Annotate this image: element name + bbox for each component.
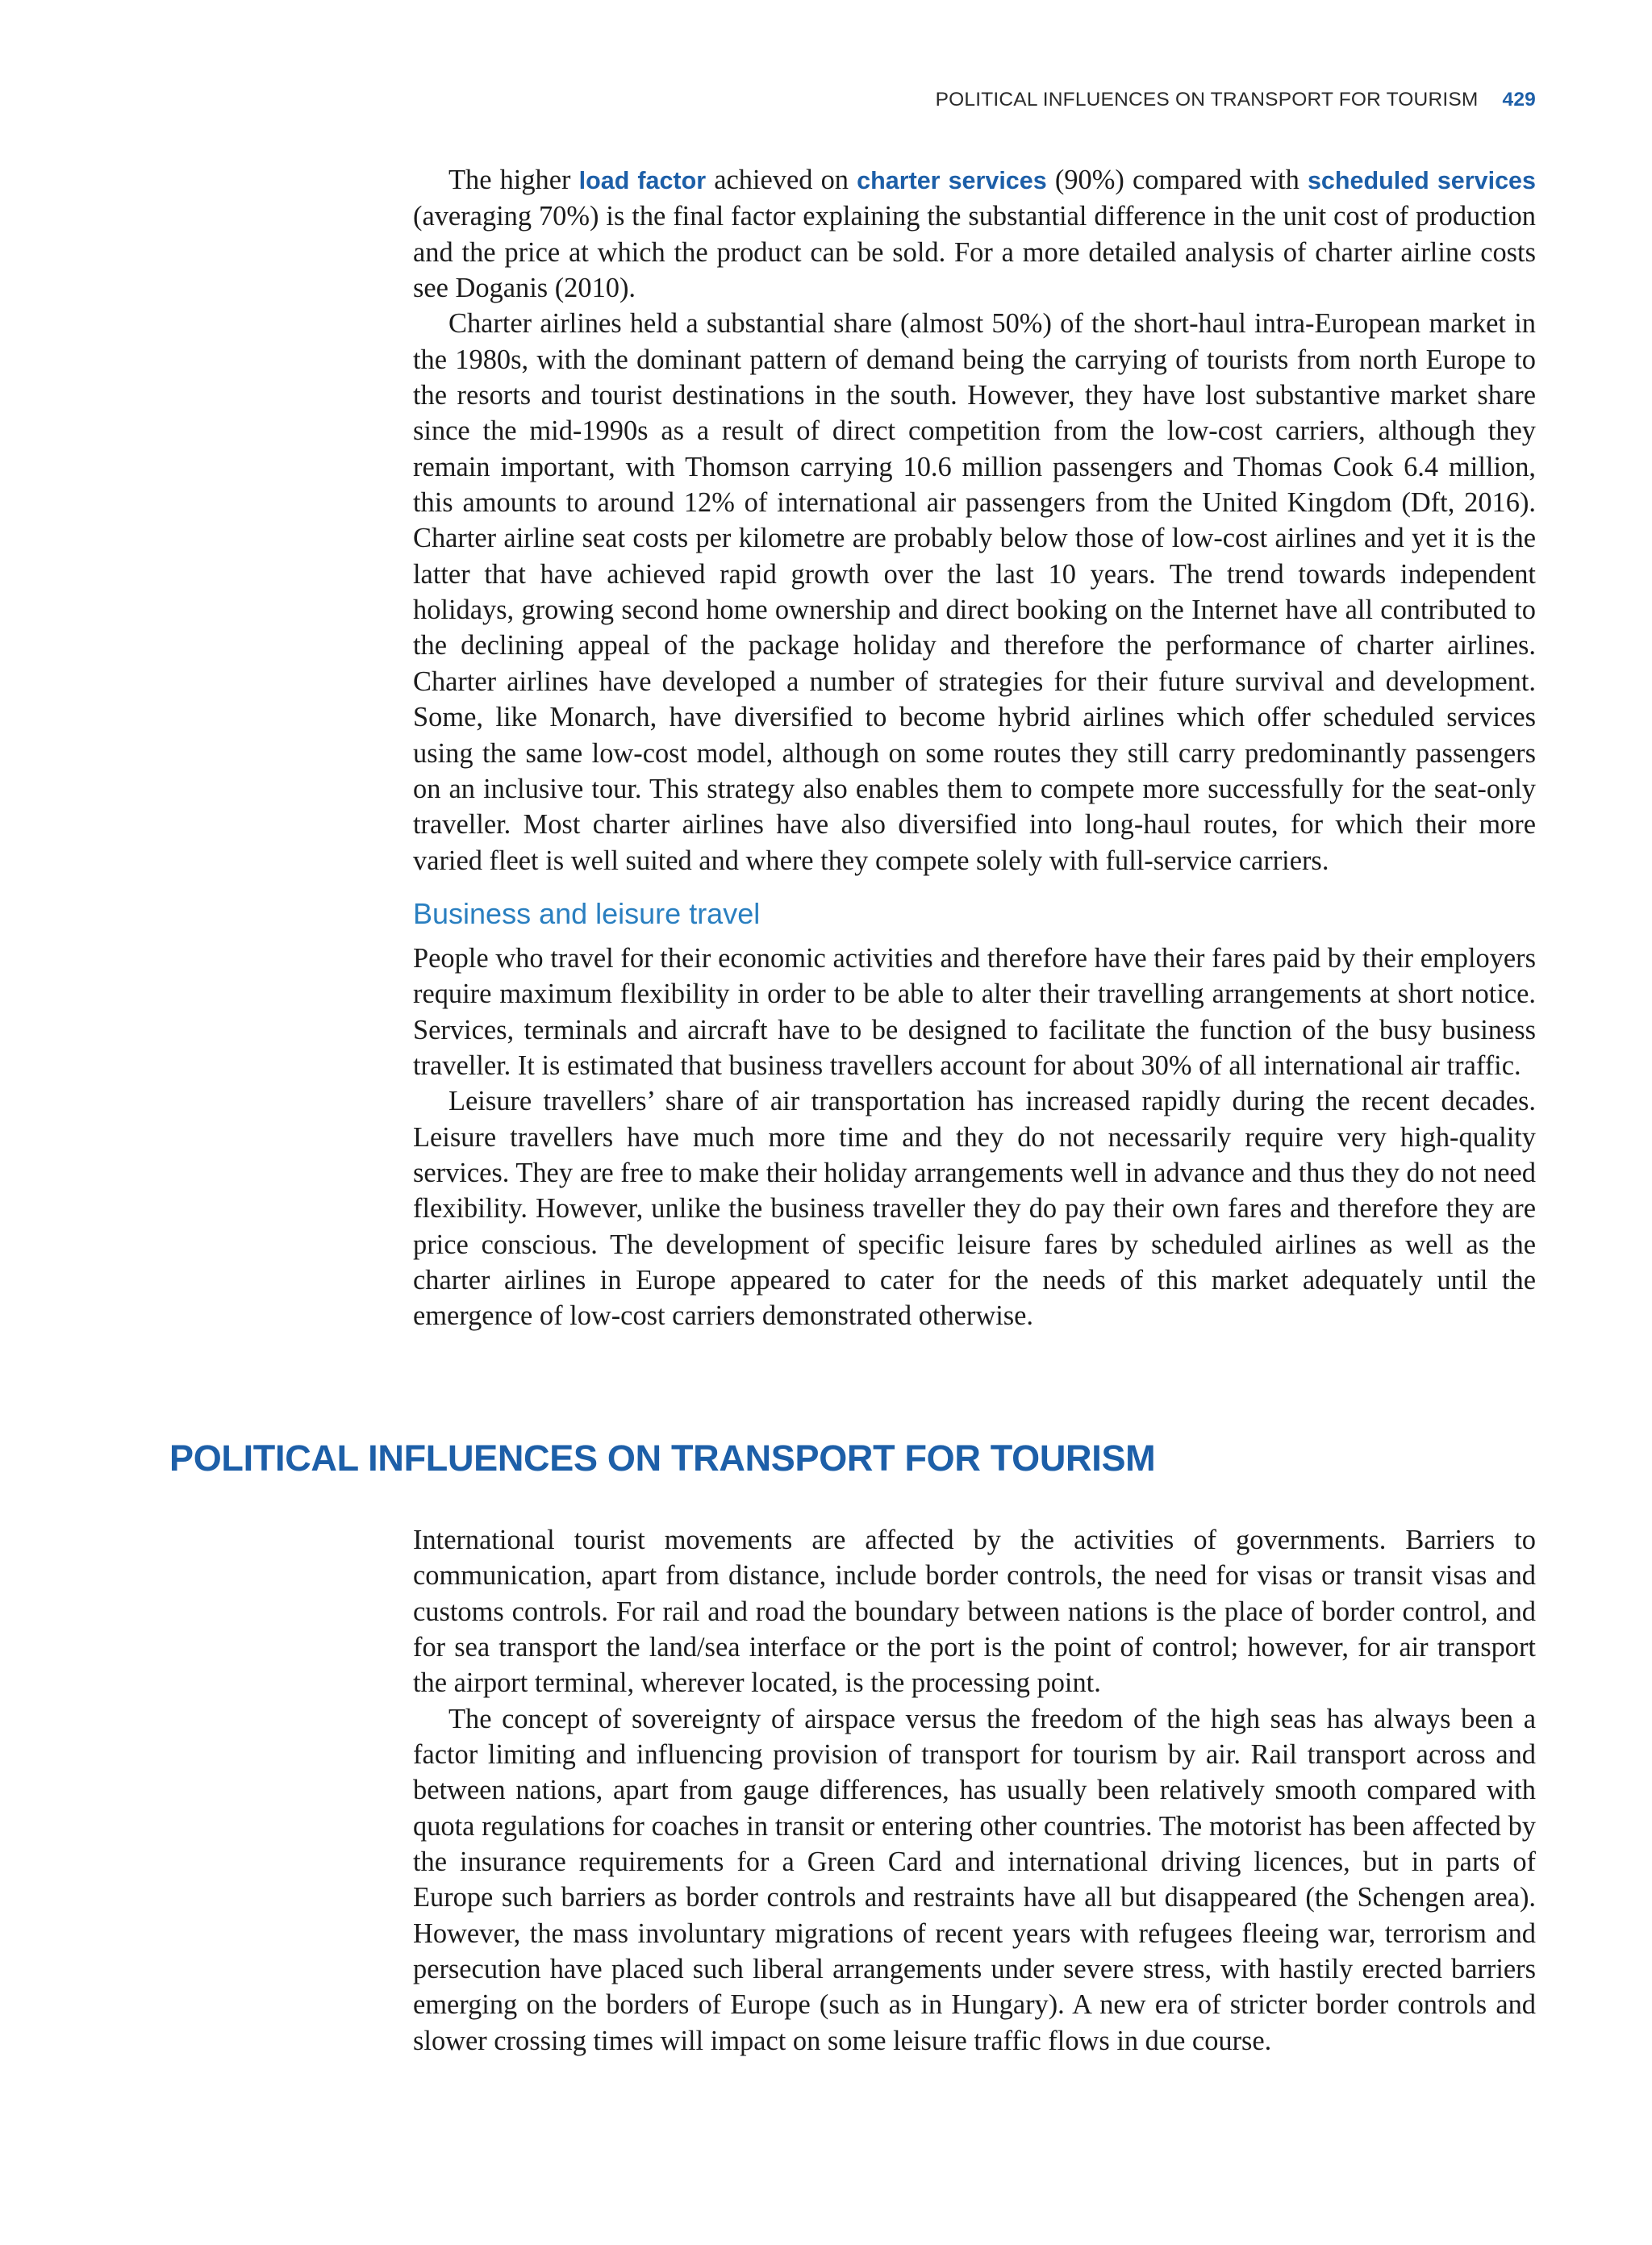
section-heading-political: POLITICAL INFLUENCES ON TRANSPORT FOR TOURISM <box>169 1438 1156 1479</box>
political-section-body <box>413 1522 1536 2059</box>
running-title: POLITICAL INFLUENCES ON TRANSPORT FOR TOURISM <box>935 89 1479 111</box>
paragraph-business-travel: People who travel for their economic activities and therefore have their fares paid by their employers require maximum flexibility in order to be able to alter their travelling arrangements at short notice. Services, terminals and aircraft have to be designed to facilitate the function of the busy business traveller. It is estimated that business travellers account for about 30% of all international air traffic. <box>413 943 1536 1082</box>
business-section-body <box>413 941 1536 1334</box>
paragraph-charter-airlines: Charter airlines held a substantial share (almost 50%) of the short-haul intra-European market in the 1980s, with the dominant pattern of demand being the carrying of tourists from north Europe to the resorts and tourist destinations in the south. However, they have lost substantive market share since the mid-1990s as a result of direct competition from the low-cost carriers, although they remain important, with Thomson carrying 10.6 million passengers and Thomas Cook 6.4 million, this amounts to around 12% of international air passengers from the United Kingdom (Dft, 2016). Charter airline seat costs per kilometre are probably below those of low-cost airlines and yet it is the latter that have achieved rapid growth over the last 10 years. The trend towards independent holidays, growing second home ownership and direct booking on the Internet have all contributed to the declining appeal of the package holiday and therefore the performance of charter airlines. Charter airlines have developed a number of strategies for their future survival and development. Some, like Monarch, have diversified to become hybrid airlines which offer scheduled services using the same low-cost model, although on some routes they still carry predominantly passengers on an inclusive tour. This strategy also enables them to compete more successfully for the seat-only traveller. Most charter airlines have also diversified into long-haul routes, for which their more varied fleet is well suited and where they compete solely with full-service carriers. <box>413 308 1536 876</box>
text-run: achieved on <box>706 165 857 195</box>
charter-section-body <box>413 162 1536 878</box>
text-run: (90%) compared with <box>1046 165 1308 195</box>
page-number: 429 <box>1502 89 1536 111</box>
text-run: The higher <box>448 165 579 195</box>
keyword-charter-services: charter services <box>857 167 1047 194</box>
paragraph-sovereignty: The concept of sovereignty of airspace versus the freedom of the high seas has always been a factor limiting and influencing provision of transport for tourism by air. Rail transport across and between nations, apart from gauge differences, has usually been relatively smooth compared with quota regulations for coaches in transit or entering other countries. The motorist has been affected by the insurance requirements for a Green Card and international driving licences, but in parts of Europe such barriers as border controls and restraints have all but disappeared (the Schengen area). However, the mass involuntary migrations of recent years with refugees fleeing war, terrorism and persecution have placed such liberal arrangements under severe stress, with hastily erected barriers emerging on the borders of Europe (such as in Hungary). A new era of stricter border controls and slower crossing times will impact on some leisure traffic flows in due course. <box>413 1703 1536 2056</box>
text-run: (averaging 70%) is the final factor explaining the substantial difference in the unit cost of production and the price at which the product can be sold. For a more detailed analysis of charter airline costs see Doganis (2010). <box>413 201 1536 304</box>
subheading-business-leisure: Business and leisure travel <box>413 897 761 930</box>
paragraph-tourist-movements: International tourist movements are affected by the activities of governments. Barriers to communication, apart from distance, include border controls, the need for visas or transit visas and customs controls. For rail and road the boundary between nations is the place of border control, and for sea transport the land/sea interface or the port is the point of control; however, for air transport the airport terminal, wherever located, is the processing point. <box>413 1525 1536 1699</box>
paragraph-leisure-travel: Leisure travellers’ share of air transportation has increased rapidly during the recent decades. Leisure travellers have much more time and they do not necessarily require very high-quality services. They are free to make their holiday arrangements well in advance and thus they do not need flexibility. However, unlike the business traveller they do pay their own fares and therefore they are price conscious. The development of specific leisure fares by scheduled airlines as well as the charter airlines in Europe appeared to cater for the needs of this market adequately until the emergence of low-cost carriers demonstrated otherwise. <box>413 1086 1536 1332</box>
keyword-load-factor: load factor <box>578 167 707 194</box>
running-header <box>936 89 1536 111</box>
paragraph-load-factor <box>413 162 1536 306</box>
keyword-scheduled-services: scheduled services <box>1307 167 1536 194</box>
